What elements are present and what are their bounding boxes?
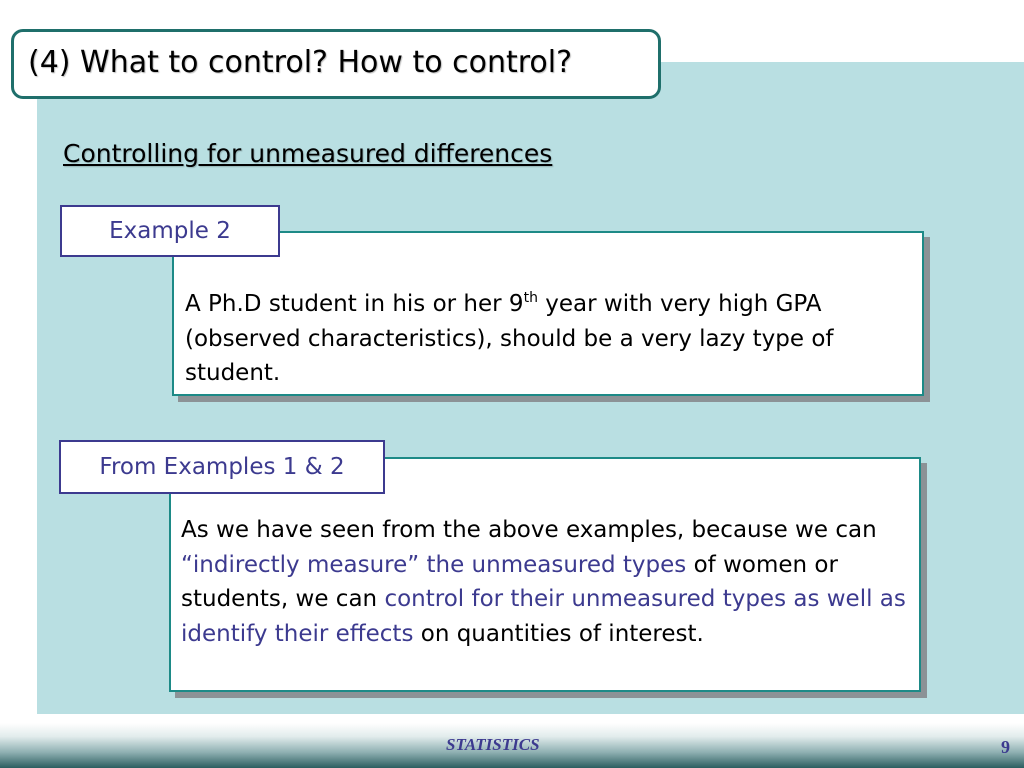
footer-label: STATISTICS [446,735,540,754]
section-subtitle: Controlling for unmeasured differences [63,139,553,168]
conclusion-highlight-1: “indirectly measure” the unmeasured types [181,551,687,578]
example-2-text [185,287,915,391]
conclusion-highlight-2: control for their unmeasured types as well as identify their effects [181,586,906,647]
conclusion-text [181,513,916,651]
example-2-text-part2: year with very high GPA (observed characteristics), should be a very lazy type of student. [185,291,834,386]
conclusion-text-part1: As we have seen from the above examples, because we can [181,517,877,543]
conclusion-label: From Examples 1 & 2 [59,440,385,494]
example-2-label: Example 2 [60,205,280,257]
conclusion-text-part2: of women or students, we can [181,551,838,612]
example-2-text-part1: A Ph.D student in his or her 9 [185,291,524,317]
example-2-box [172,231,924,396]
ordinal-superscript: th [523,290,538,306]
slide-title: (4) What to control? How to control? [28,45,573,80]
title-box [11,29,661,99]
page-number: 9 [1001,737,1010,757]
conclusion-text-part3: on quantities of interest. [413,620,704,647]
